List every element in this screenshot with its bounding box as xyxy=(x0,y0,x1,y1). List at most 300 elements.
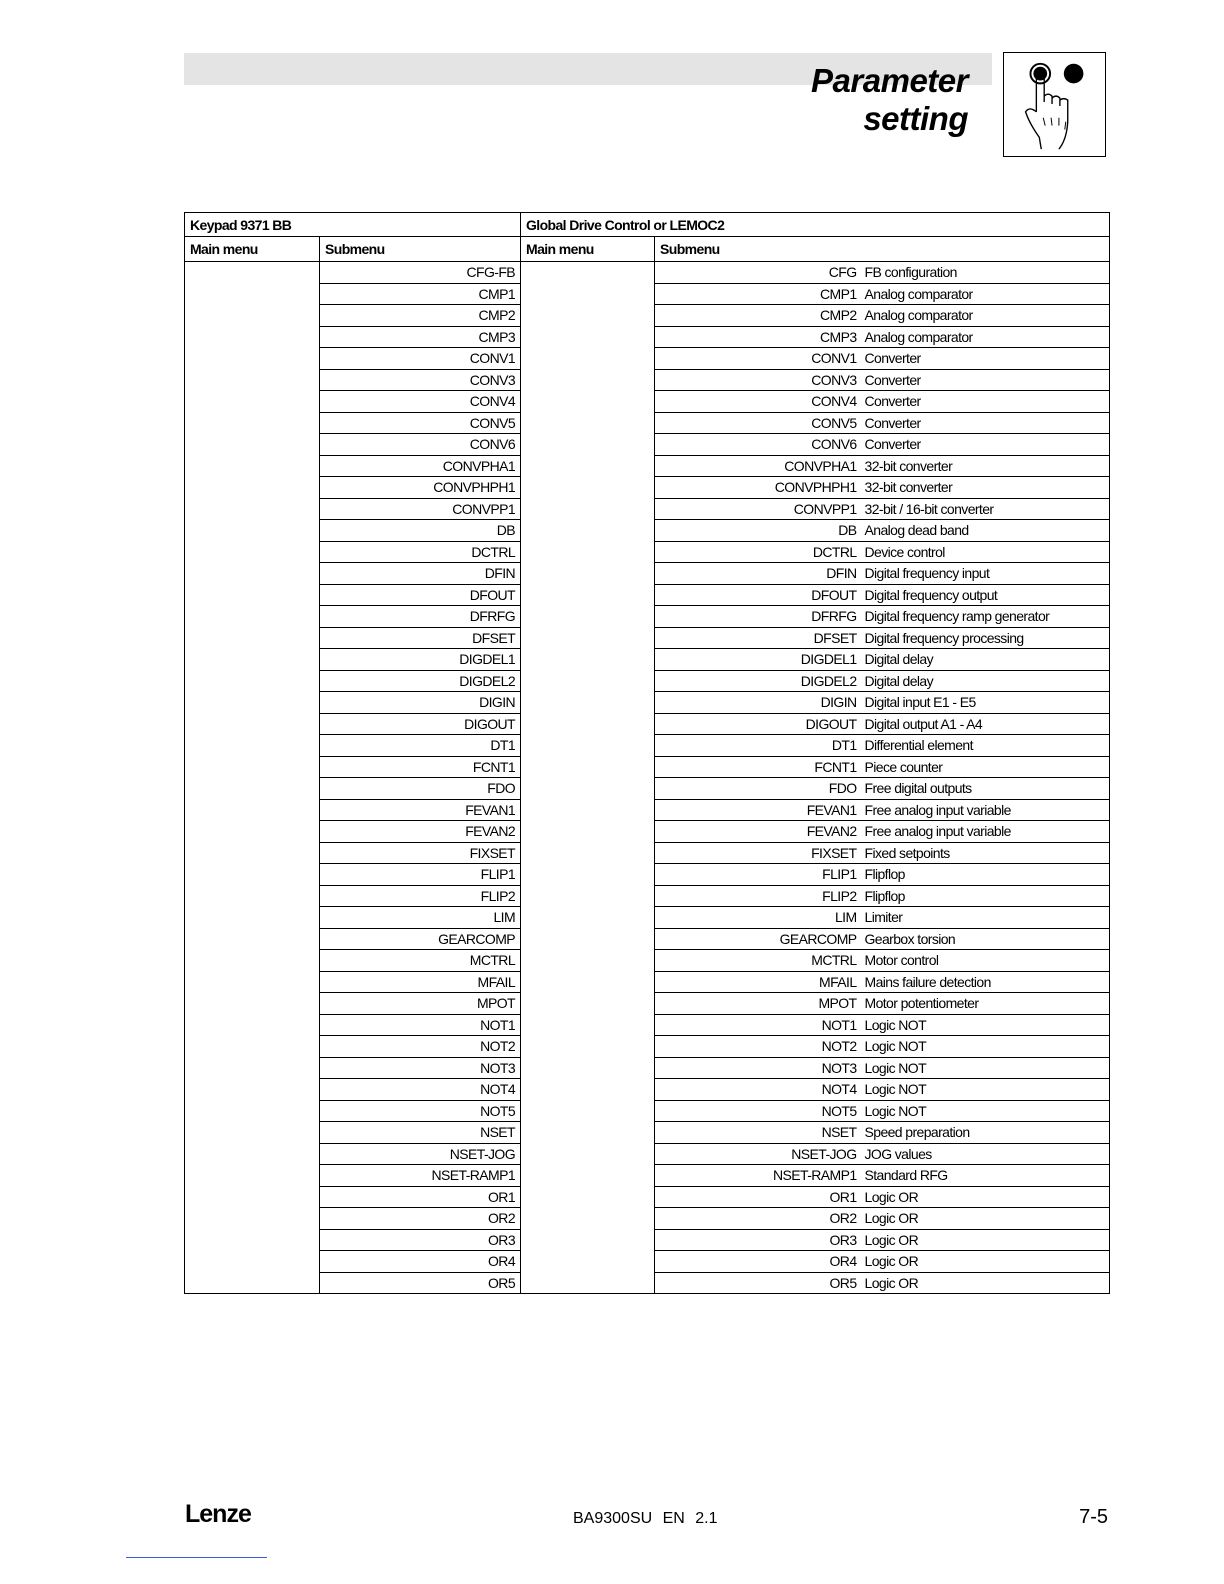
submenu-cell: OR2 xyxy=(320,1208,521,1230)
submenu-code-cell: NOT4 xyxy=(655,1079,861,1101)
table-row xyxy=(185,993,1110,1015)
submenu-code-cell: NSET-JOG xyxy=(655,1143,861,1165)
main-menu-gdc-cell xyxy=(521,584,655,606)
main-menu-cell xyxy=(185,391,320,413)
main-menu-cell xyxy=(185,885,320,907)
submenu-cell: DB xyxy=(320,520,521,542)
submenu-code-cell: FDO xyxy=(655,778,861,800)
main-menu-gdc-cell xyxy=(521,606,655,628)
table-row xyxy=(185,821,1110,843)
main-menu-cell xyxy=(185,520,320,542)
submenu-description-cell: 32-bit converter xyxy=(861,477,1110,499)
main-menu-cell xyxy=(185,627,320,649)
submenu-code-cell: FEVAN1 xyxy=(655,799,861,821)
submenu-description-cell: Gearbox torsion xyxy=(861,928,1110,950)
main-menu-cell xyxy=(185,1272,320,1294)
submenu-code-cell: OR2 xyxy=(655,1208,861,1230)
main-menu-gdc-cell xyxy=(521,1208,655,1230)
main-menu-cell xyxy=(185,1122,320,1144)
main-menu-gdc-cell xyxy=(521,1251,655,1273)
table-row xyxy=(185,541,1110,563)
submenu-code-cell: LIM xyxy=(655,907,861,929)
submenu-code-cell: OR3 xyxy=(655,1229,861,1251)
document-id: BA9300SU EN 2.1 xyxy=(573,1510,718,1527)
table-row xyxy=(185,283,1110,305)
table-row xyxy=(185,1057,1110,1079)
submenu-code-cell: CONV6 xyxy=(655,434,861,456)
submenu-code-cell: DIGIN xyxy=(655,692,861,714)
submenu-cell: GEARCOMP xyxy=(320,928,521,950)
table-row xyxy=(185,348,1110,370)
main-menu-cell xyxy=(185,821,320,843)
main-menu-gdc-cell xyxy=(521,692,655,714)
main-menu-cell xyxy=(185,348,320,370)
main-menu-gdc-cell xyxy=(521,735,655,757)
table-row xyxy=(185,1036,1110,1058)
main-menu-gdc-cell xyxy=(521,305,655,327)
main-menu-gdc-cell xyxy=(521,477,655,499)
table-row xyxy=(185,412,1110,434)
main-menu-gdc-cell xyxy=(521,649,655,671)
submenu-cell: CMP1 xyxy=(320,283,521,305)
submenu-description-cell: Digital frequency output xyxy=(861,584,1110,606)
table-body xyxy=(185,262,1110,1294)
page-number: 7-5 xyxy=(1079,1506,1108,1528)
submenu-description-cell: Converter xyxy=(861,348,1110,370)
submenu-code-cell: FLIP1 xyxy=(655,864,861,886)
submenu-code-cell: CONV1 xyxy=(655,348,861,370)
table-row xyxy=(185,971,1110,993)
main-menu-cell xyxy=(185,950,320,972)
submenu-code-cell: GEARCOMP xyxy=(655,928,861,950)
table-row xyxy=(185,670,1110,692)
main-menu-gdc-cell xyxy=(521,1165,655,1187)
submenu-cell: NOT5 xyxy=(320,1100,521,1122)
submenu-code-cell: MFAIL xyxy=(655,971,861,993)
submenu-cell: CONV6 xyxy=(320,434,521,456)
table-row xyxy=(185,326,1110,348)
submenu-code-cell: FEVAN2 xyxy=(655,821,861,843)
submenu-code-cell: DFOUT xyxy=(655,584,861,606)
table-row xyxy=(185,778,1110,800)
header-keypad: Keypad 9371 BB xyxy=(185,213,521,237)
submenu-description-cell: Motor control xyxy=(861,950,1110,972)
submenu-description-cell: JOG values xyxy=(861,1143,1110,1165)
submenu-code-cell: DT1 xyxy=(655,735,861,757)
main-menu-gdc-cell xyxy=(521,1079,655,1101)
main-menu-cell xyxy=(185,606,320,628)
submenu-code-cell: CMP3 xyxy=(655,326,861,348)
main-menu-cell xyxy=(185,1100,320,1122)
main-menu-gdc-cell xyxy=(521,369,655,391)
submenu-cell: CONV4 xyxy=(320,391,521,413)
main-menu-gdc-cell xyxy=(521,498,655,520)
submenu-cell: OR3 xyxy=(320,1229,521,1251)
main-menu-cell xyxy=(185,1014,320,1036)
submenu-code-cell: OR1 xyxy=(655,1186,861,1208)
main-menu-cell xyxy=(185,799,320,821)
table-row xyxy=(185,498,1110,520)
submenu-description-cell: Logic OR xyxy=(861,1208,1110,1230)
header-submenu-gdc: Submenu xyxy=(655,237,1110,262)
submenu-description-cell: 32-bit / 16-bit converter xyxy=(861,498,1110,520)
submenu-description-cell: Flipflop xyxy=(861,885,1110,907)
page-title: Parameter setting xyxy=(811,62,968,137)
main-menu-cell xyxy=(185,842,320,864)
submenu-description-cell: Digital delay xyxy=(861,649,1110,671)
main-menu-gdc-cell xyxy=(521,907,655,929)
main-menu-gdc-cell xyxy=(521,1100,655,1122)
submenu-description-cell: Logic NOT xyxy=(861,1057,1110,1079)
submenu-cell: OR4 xyxy=(320,1251,521,1273)
submenu-cell: DFIN xyxy=(320,563,521,585)
submenu-description-cell: Digital frequency input xyxy=(861,563,1110,585)
main-menu-gdc-cell xyxy=(521,283,655,305)
table-row xyxy=(185,1165,1110,1187)
main-menu-gdc-cell xyxy=(521,412,655,434)
main-menu-cell xyxy=(185,541,320,563)
submenu-description-cell: Piece counter xyxy=(861,756,1110,778)
submenu-code-cell: NOT2 xyxy=(655,1036,861,1058)
submenu-cell: CONV1 xyxy=(320,348,521,370)
submenu-description-cell: Logic NOT xyxy=(861,1079,1110,1101)
table-row xyxy=(185,262,1110,284)
table-row xyxy=(185,1014,1110,1036)
main-menu-gdc-cell xyxy=(521,821,655,843)
submenu-cell: NOT3 xyxy=(320,1057,521,1079)
main-menu-cell xyxy=(185,1057,320,1079)
table-row xyxy=(185,1229,1110,1251)
main-menu-cell xyxy=(185,928,320,950)
submenu-description-cell: Logic NOT xyxy=(861,1014,1110,1036)
submenu-cell: FEVAN2 xyxy=(320,821,521,843)
submenu-description-cell: Digital input E1 - E5 xyxy=(861,692,1110,714)
submenu-description-cell: Analog comparator xyxy=(861,305,1110,327)
submenu-description-cell: Analog comparator xyxy=(861,283,1110,305)
submenu-cell: CONVPHA1 xyxy=(320,455,521,477)
table-row xyxy=(185,735,1110,757)
main-menu-cell xyxy=(185,305,320,327)
main-menu-cell xyxy=(185,907,320,929)
submenu-description-cell: Logic OR xyxy=(861,1229,1110,1251)
submenu-cell: DFSET xyxy=(320,627,521,649)
main-menu-cell xyxy=(185,477,320,499)
header-global-drive-control: Global Drive Control or LEMOC2 xyxy=(521,213,1110,237)
table-row xyxy=(185,907,1110,929)
main-menu-gdc-cell xyxy=(521,971,655,993)
submenu-cell: DIGDEL1 xyxy=(320,649,521,671)
main-menu-gdc-cell xyxy=(521,326,655,348)
main-menu-cell xyxy=(185,1165,320,1187)
main-menu-cell xyxy=(185,1208,320,1230)
main-menu-cell xyxy=(185,563,320,585)
submenu-description-cell: Converter xyxy=(861,391,1110,413)
submenu-description-cell: Mains failure detection xyxy=(861,971,1110,993)
submenu-cell: DFOUT xyxy=(320,584,521,606)
table-row xyxy=(185,864,1110,886)
footer-rule xyxy=(126,1557,267,1558)
main-menu-cell xyxy=(185,692,320,714)
table-row xyxy=(185,950,1110,972)
submenu-cell: CMP2 xyxy=(320,305,521,327)
submenu-code-cell: DB xyxy=(655,520,861,542)
submenu-cell: DIGOUT xyxy=(320,713,521,735)
table-row xyxy=(185,1100,1110,1122)
main-menu-gdc-cell xyxy=(521,950,655,972)
table-row xyxy=(185,928,1110,950)
submenu-description-cell: Flipflop xyxy=(861,864,1110,886)
submenu-description-cell: Analog dead band xyxy=(861,520,1110,542)
submenu-description-cell: Digital output A1 - A4 xyxy=(861,713,1110,735)
submenu-code-cell: MPOT xyxy=(655,993,861,1015)
main-menu-cell xyxy=(185,649,320,671)
submenu-description-cell: Standard RFG xyxy=(861,1165,1110,1187)
submenu-cell: CFG-FB xyxy=(320,262,521,284)
submenu-cell: DFRFG xyxy=(320,606,521,628)
table-row xyxy=(185,713,1110,735)
submenu-code-cell: NSET xyxy=(655,1122,861,1144)
submenu-code-cell: MCTRL xyxy=(655,950,861,972)
submenu-cell: OR1 xyxy=(320,1186,521,1208)
submenu-code-cell: NOT5 xyxy=(655,1100,861,1122)
submenu-cell: MFAIL xyxy=(320,971,521,993)
submenu-code-cell: DFIN xyxy=(655,563,861,585)
main-menu-cell xyxy=(185,262,320,284)
lenze-logo: Lenze xyxy=(185,1500,251,1528)
submenu-cell: OR5 xyxy=(320,1272,521,1294)
main-menu-gdc-cell xyxy=(521,864,655,886)
submenu-cell: NOT4 xyxy=(320,1079,521,1101)
submenu-code-cell: CFG xyxy=(655,262,861,284)
main-menu-cell xyxy=(185,971,320,993)
table-row xyxy=(185,391,1110,413)
submenu-cell: NOT2 xyxy=(320,1036,521,1058)
table-row xyxy=(185,584,1110,606)
main-menu-gdc-cell xyxy=(521,391,655,413)
submenu-cell: FLIP1 xyxy=(320,864,521,886)
submenu-cell: NOT1 xyxy=(320,1014,521,1036)
table-row xyxy=(185,1079,1110,1101)
main-menu-gdc-cell xyxy=(521,541,655,563)
submenu-code-cell: DIGDEL1 xyxy=(655,649,861,671)
table-row xyxy=(185,455,1110,477)
main-menu-cell xyxy=(185,778,320,800)
main-menu-gdc-cell xyxy=(521,1122,655,1144)
main-menu-cell xyxy=(185,584,320,606)
table-row xyxy=(185,606,1110,628)
submenu-cell: CMP3 xyxy=(320,326,521,348)
submenu-code-cell: NSET-RAMP1 xyxy=(655,1165,861,1187)
submenu-description-cell: Logic OR xyxy=(861,1251,1110,1273)
submenu-code-cell: CONVPHPH1 xyxy=(655,477,861,499)
submenu-cell: MPOT xyxy=(320,993,521,1015)
submenu-cell: NSET xyxy=(320,1122,521,1144)
main-menu-cell xyxy=(185,1079,320,1101)
main-menu-cell xyxy=(185,993,320,1015)
main-menu-gdc-cell xyxy=(521,842,655,864)
main-menu-cell xyxy=(185,1229,320,1251)
main-menu-gdc-cell xyxy=(521,799,655,821)
main-menu-cell xyxy=(185,1143,320,1165)
submenu-code-cell: OR4 xyxy=(655,1251,861,1273)
submenu-description-cell: Free analog input variable xyxy=(861,799,1110,821)
submenu-description-cell: Digital frequency processing xyxy=(861,627,1110,649)
main-menu-gdc-cell xyxy=(521,434,655,456)
main-menu-cell xyxy=(185,1186,320,1208)
submenu-code-cell: FLIP2 xyxy=(655,885,861,907)
submenu-code-cell: NOT1 xyxy=(655,1014,861,1036)
submenu-code-cell: FCNT1 xyxy=(655,756,861,778)
table-row xyxy=(185,305,1110,327)
main-menu-gdc-cell xyxy=(521,1057,655,1079)
table-row xyxy=(185,885,1110,907)
main-menu-gdc-cell xyxy=(521,993,655,1015)
header-main-menu: Main menu xyxy=(185,237,320,262)
submenu-description-cell: Differential element xyxy=(861,735,1110,757)
submenu-code-cell: DFSET xyxy=(655,627,861,649)
table-row xyxy=(185,627,1110,649)
submenu-cell: DIGDEL2 xyxy=(320,670,521,692)
submenu-cell: FDO xyxy=(320,778,521,800)
main-menu-cell xyxy=(185,434,320,456)
main-menu-cell xyxy=(185,1036,320,1058)
submenu-cell: CONVPP1 xyxy=(320,498,521,520)
submenu-cell: FCNT1 xyxy=(320,756,521,778)
table-row xyxy=(185,369,1110,391)
submenu-code-cell: DIGOUT xyxy=(655,713,861,735)
submenu-description-cell: Converter xyxy=(861,369,1110,391)
main-menu-gdc-cell xyxy=(521,928,655,950)
submenu-description-cell: Logic OR xyxy=(861,1186,1110,1208)
submenu-cell: MCTRL xyxy=(320,950,521,972)
table-row xyxy=(185,1186,1110,1208)
main-menu-cell xyxy=(185,1251,320,1273)
header-main-menu-gdc: Main menu xyxy=(521,237,655,262)
submenu-code-cell: DIGDEL2 xyxy=(655,670,861,692)
main-menu-cell xyxy=(185,283,320,305)
main-menu-cell xyxy=(185,498,320,520)
submenu-description-cell: Converter xyxy=(861,434,1110,456)
submenu-description-cell: Logic OR xyxy=(861,1272,1110,1294)
submenu-cell: DT1 xyxy=(320,735,521,757)
table-row xyxy=(185,799,1110,821)
header-submenu: Submenu xyxy=(320,237,521,262)
submenu-cell: DIGIN xyxy=(320,692,521,714)
submenu-code-cell: CONV5 xyxy=(655,412,861,434)
submenu-description-cell: Motor potentiometer xyxy=(861,993,1110,1015)
main-menu-gdc-cell xyxy=(521,1272,655,1294)
submenu-code-cell: NOT3 xyxy=(655,1057,861,1079)
table-row xyxy=(185,649,1110,671)
main-menu-cell xyxy=(185,713,320,735)
table-row xyxy=(185,1272,1110,1294)
submenu-code-cell: CONVPHA1 xyxy=(655,455,861,477)
table-row xyxy=(185,1122,1110,1144)
submenu-code-cell: CMP1 xyxy=(655,283,861,305)
submenu-description-cell: FB configuration xyxy=(861,262,1110,284)
submenu-code-cell: CONV3 xyxy=(655,369,861,391)
main-menu-gdc-cell xyxy=(521,348,655,370)
main-menu-cell xyxy=(185,864,320,886)
table-row xyxy=(185,692,1110,714)
table-row xyxy=(185,1208,1110,1230)
main-menu-gdc-cell xyxy=(521,756,655,778)
submenu-description-cell: Speed preparation xyxy=(861,1122,1110,1144)
main-menu-cell xyxy=(185,369,320,391)
table-row xyxy=(185,842,1110,864)
submenu-cell: FEVAN1 xyxy=(320,799,521,821)
submenu-description-cell: Fixed setpoints xyxy=(861,842,1110,864)
table-row xyxy=(185,1143,1110,1165)
main-menu-gdc-cell xyxy=(521,1036,655,1058)
submenu-code-cell: CONV4 xyxy=(655,391,861,413)
main-menu-cell xyxy=(185,326,320,348)
submenu-cell: CONV5 xyxy=(320,412,521,434)
main-menu-cell xyxy=(185,756,320,778)
submenu-description-cell: Free analog input variable xyxy=(861,821,1110,843)
main-menu-gdc-cell xyxy=(521,627,655,649)
submenu-code-cell: CONVPP1 xyxy=(655,498,861,520)
main-menu-cell xyxy=(185,412,320,434)
main-menu-gdc-cell xyxy=(521,1186,655,1208)
submenu-cell: FIXSET xyxy=(320,842,521,864)
submenu-cell: FLIP2 xyxy=(320,885,521,907)
submenu-cell: NSET-RAMP1 xyxy=(320,1165,521,1187)
submenu-description-cell: Free digital outputs xyxy=(861,778,1110,800)
main-menu-gdc-cell xyxy=(521,455,655,477)
main-menu-gdc-cell xyxy=(521,563,655,585)
submenu-description-cell: Digital delay xyxy=(861,670,1110,692)
submenu-description-cell: Limiter xyxy=(861,907,1110,929)
main-menu-gdc-cell xyxy=(521,262,655,284)
table-row xyxy=(185,1251,1110,1273)
submenu-description-cell: Logic NOT xyxy=(861,1036,1110,1058)
main-menu-gdc-cell xyxy=(521,670,655,692)
main-menu-cell xyxy=(185,670,320,692)
submenu-cell: CONV3 xyxy=(320,369,521,391)
submenu-code-cell: DFRFG xyxy=(655,606,861,628)
submenu-description-cell: Converter xyxy=(861,412,1110,434)
submenu-code-cell: CMP2 xyxy=(655,305,861,327)
parameter-menu-table xyxy=(184,212,1110,1294)
table-row xyxy=(185,477,1110,499)
submenu-code-cell: DCTRL xyxy=(655,541,861,563)
table-row xyxy=(185,520,1110,542)
submenu-code-cell: OR5 xyxy=(655,1272,861,1294)
table-row xyxy=(185,434,1110,456)
table-row xyxy=(185,563,1110,585)
main-menu-gdc-cell xyxy=(521,713,655,735)
submenu-description-cell: Logic NOT xyxy=(861,1100,1110,1122)
submenu-cell: NSET-JOG xyxy=(320,1143,521,1165)
main-menu-gdc-cell xyxy=(521,778,655,800)
submenu-description-cell: 32-bit converter xyxy=(861,455,1110,477)
main-menu-cell xyxy=(185,455,320,477)
main-menu-gdc-cell xyxy=(521,1229,655,1251)
submenu-cell: LIM xyxy=(320,907,521,929)
table-row xyxy=(185,756,1110,778)
main-menu-gdc-cell xyxy=(521,885,655,907)
submenu-code-cell: FIXSET xyxy=(655,842,861,864)
main-menu-gdc-cell xyxy=(521,1143,655,1165)
submenu-description-cell: Digital frequency ramp generator xyxy=(861,606,1110,628)
submenu-description-cell: Device control xyxy=(861,541,1110,563)
submenu-cell: CONVPHPH1 xyxy=(320,477,521,499)
keypad-hand-icon xyxy=(1003,52,1106,157)
main-menu-gdc-cell xyxy=(521,1014,655,1036)
main-menu-gdc-cell xyxy=(521,520,655,542)
main-menu-cell xyxy=(185,735,320,757)
